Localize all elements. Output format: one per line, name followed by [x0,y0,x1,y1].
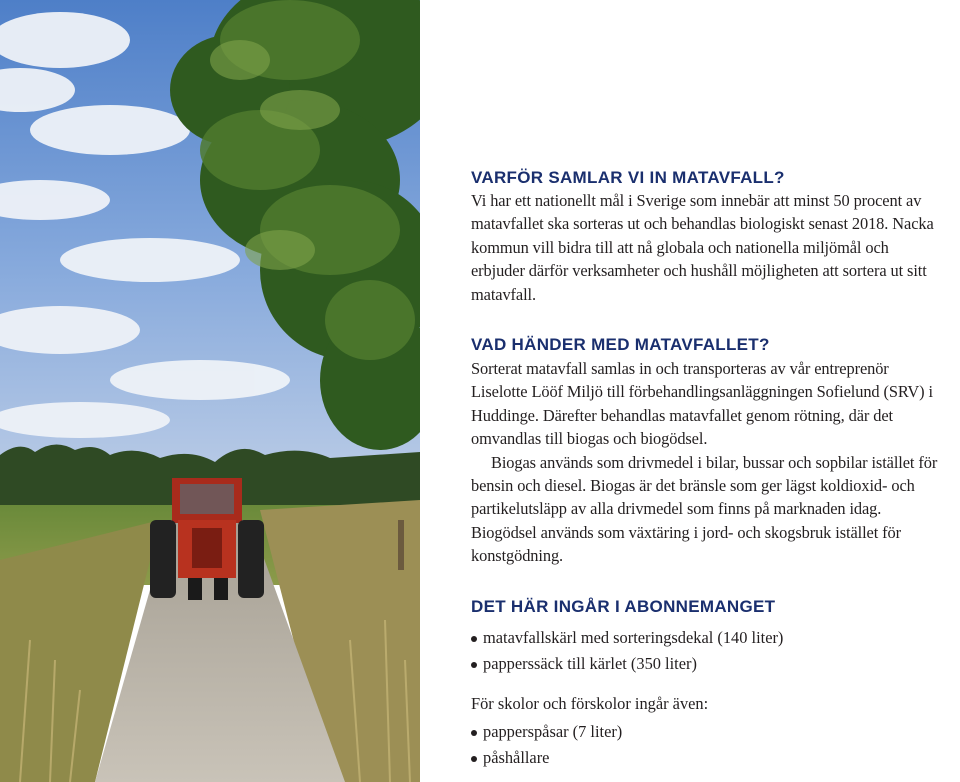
heading-what-happens: VAD HÄNDER MED MATAVFALLET? [471,335,770,355]
paragraph-what-happens-2: Biogas används som drivmedel i bilar, bussar och sopbilar istället för bensin och diesel. Biogas är det bränsle som ger lägst koldioxid- och partikelutsläpp av alla drivmedel som finns på marknaden idag. Biogödsel används som växtäring i jord- och skogsbruk istället för konstgödning. [471,452,938,566]
heading-why-collect: VARFÖR SAMLAR VI IN MATAVFALL? [471,168,785,187]
list-item: matavfallskärl med sorteringsdekal (140 liter) [471,625,941,651]
schools-list [471,719,941,771]
text-column [471,167,941,771]
subscription-list [471,625,941,677]
tractor-photo [0,0,420,782]
schools-intro: För skolor och förskolor ingår även: [471,693,709,713]
heading-subscription: DET HÄR INGÅR I ABONNEMANGET [471,596,776,616]
list-item: papperspåsar (7 liter) [471,719,941,745]
section-what-happens [471,334,941,568]
paragraph-why-collect: Vi har ett nationellt mål i Sverige som innebär att minst 50 procent av matavfallet ska sorteras ut och behandlas biologiskt senast 2018. Nacka kommun vill bidra till att nå globala och nationella miljömål och erbjuder därför verksamheter och hushåll möjligheten att sortera ut sitt matavfall. [471,191,934,304]
list-item: papperssäck till kärlet (350 liter) [471,651,941,677]
section-why-collect [471,167,941,306]
list-item: påshållare [471,745,941,771]
paragraph-what-happens-1: Sorterat matavfall samlas in och transporteras av vår entreprenör Liselotte Lööf Miljö till förbehandlingsanläggningen Sofielund (SRV) i Huddinge. Därefter behandlas matavfallet genom rötning, där det omvandlas till biogas och biogödsel. [471,359,933,449]
section-subscription [471,596,941,771]
